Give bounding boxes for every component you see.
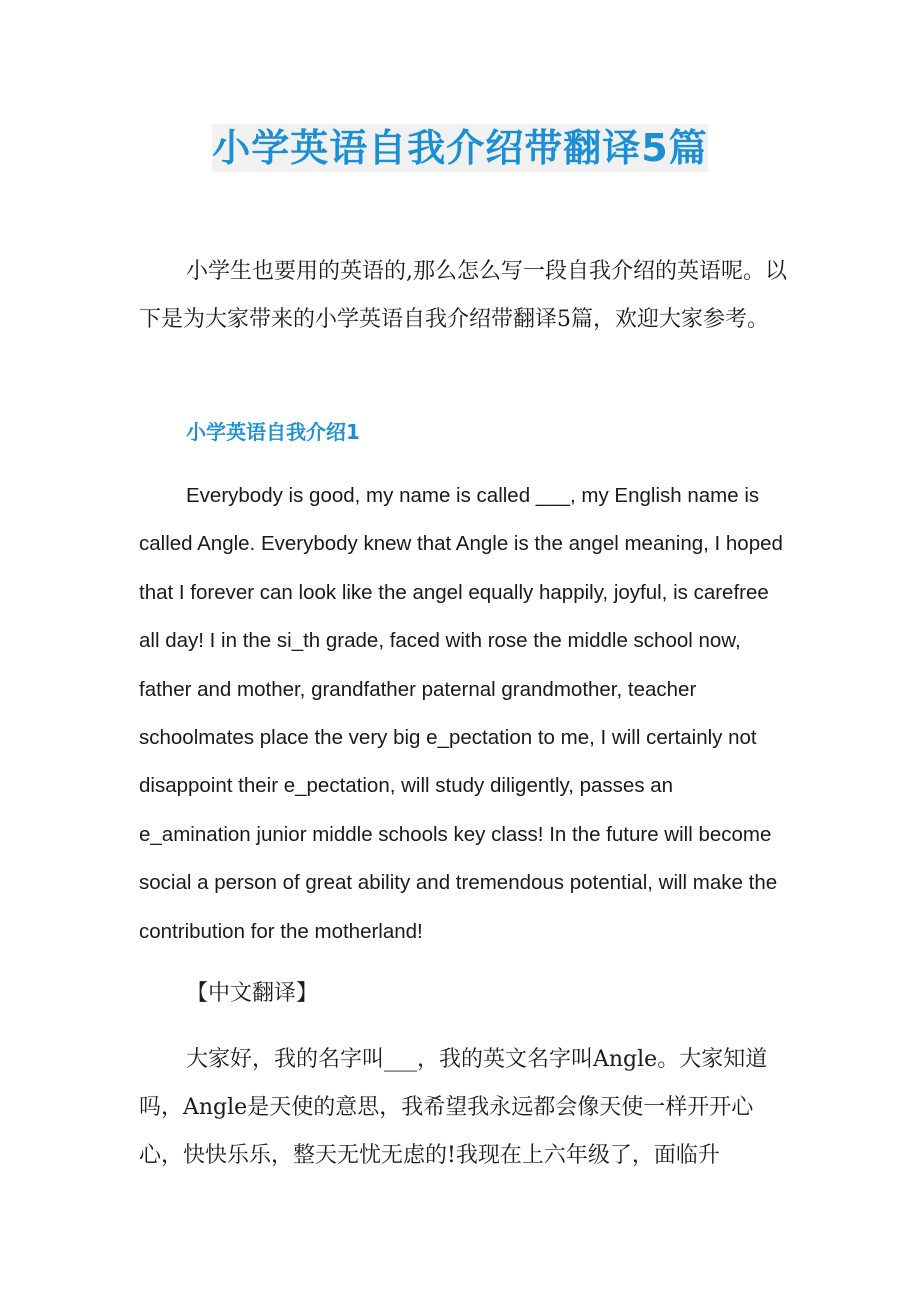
document-title-text: 小学英语自我介绍带翻译5篇 [212, 126, 708, 170]
english-paragraph: Everybody is good, my name is called ___, my English name is called Angle. Everybody knew that Angle is the angel meaning, I hoped that I forever can look like the angel equally happily, joyful, is carefree all day! I in the si_th grade, faced with rose the middle school now, father and mother, grandfather paternal grandmother, teacher schoolmates place the very big e_pectation to me, I will certainly not disappoint their e_pectation, will study diligently, passes an e_amination junior middle schools key class! In the future will become social a person of great ability and tremendous potential, will make the contribution for the motherland! [139, 484, 783, 943]
intro-paragraph: 小学生也要用的英语的,那么怎么写一段自我介绍的英语呢。以下是为大家带来的小学英语自我介绍带翻译5篇，欢迎大家参考。 [139, 259, 787, 332]
document-title [0, 118, 920, 178]
translation-label: 【中文翻译】 [186, 981, 319, 1006]
section-heading: 小学英语自我介绍1 [186, 420, 360, 444]
chinese-paragraph: 大家好，我的名字叫___，我的英文名字叫Angle。大家知道吗，Angle是天使的意思，我希望我永远都会像天使一样开开心心，快快乐乐，整天无忧无虑的!我现在上六年级了，面临升 [139, 1047, 768, 1168]
